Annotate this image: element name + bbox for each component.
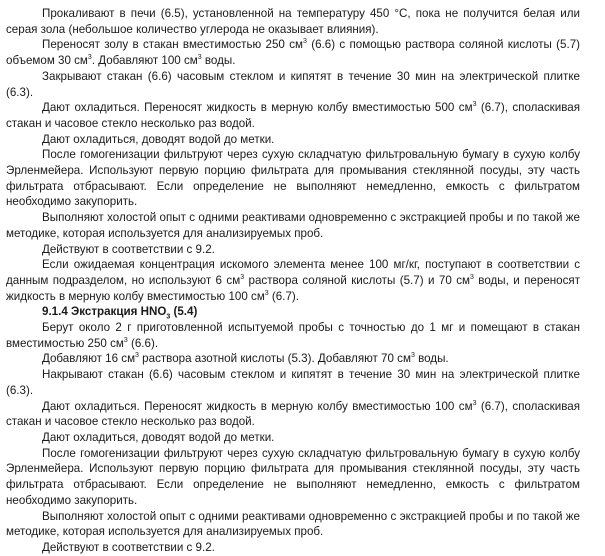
paragraph: Дают охладиться. Переносят жидкость в мерную колбу вместимостью 500 $см^3$ (6.7), споласкивая стакан и часовое стекло несколько раз водой.	[6, 101, 580, 130]
paragraph: Дают охладиться, доводят водой до метки.	[42, 430, 275, 444]
paragraph: Действуют в соответствии с 9.2.	[42, 540, 215, 554]
section-heading: 9.1.4 Экстракция $HNO_3$ (5.4)	[42, 305, 198, 321]
paragraph: Закрывают стакан (6.6) часовым стеклом и кипятят в течение 30 мин на электрической плитке (6.3).	[6, 69, 580, 99]
paragraph: Дают охладиться. Переносят жидкость в мерную колбу вместимостью 100 $см^3$ (6.7), споласкивая стакан и часовое стекло несколько раз водой.	[6, 399, 580, 429]
paragraph: После гомогенизации фильтруют через сухую складчатую фильтровальную бумагу в сухую колбу Эрленмейера. Используют первую порцию фильтрата для промывания стеклянной посуды, эту часть фильтрата отбрасывают. Если определение не выполняют немедленно, емкость с фильтратом необходимо закупорить.	[6, 446, 580, 507]
paragraph: Добавляют 16 $см^3$ раствора азотной кислоты (5.3). Добавляют 70 $см^3$ воды.	[42, 352, 449, 366]
paragraph: Дают охладиться, доводят водой до метки.	[42, 132, 275, 146]
paragraph: После гомогенизации фильтруют через сухую складчатую фильтровальную бумагу в сухую колбу Эрленмейера. Используют первую порцию фильтрата для промывания стеклянной посуды, эту часть фильтрата отбрасывают. Если определение не выполняют немедленно, емкость с фильтратом необходимо закупорить.	[6, 148, 580, 209]
paragraph: Переносят золу в стакан вместимостью 250 $см^3$ (6.6) с помощью раствора соляной кислоты (5.7) объемом 30 $см^3$. Добавляют 100 $см^3$ воды.	[6, 38, 581, 68]
paragraph: Накрывают стакан (6.6) часовым стеклом и кипятят в течение 30 мин на электрической плитке (6.3).	[6, 368, 580, 397]
paragraph: Прокаливают в печи (6.5), установленной на температуру 450 °С, пока не получится белая или серая зола (небольшое количество углерода не оказывает влияния).	[6, 7, 580, 36]
paragraph: Выполняют холостой опыт с одними реактивами одновременно с экстракцией пробы и по такой же методике, которая используется для анализируемых проб.	[6, 509, 580, 539]
paragraph: Если ожидаемая концентрация искомого элемента менее 100 мг/кг, поступают в соответствии с данным подразделом, но используют 6 $см^3$ раствора соляной кислоты (5.7) и 70 $см^3$ воды, и переносят жидкость в мерную колбу вместимостью 100 $см^3$ (6.7).	[6, 258, 581, 303]
paragraph: Берут около 2 г приготовленной испытуемой пробы с точностью до 1 мг и помещают в стакан вместимостью 250 $см^3$ (6.6).	[6, 321, 580, 350]
paragraph: Выполняют холостой опыт с одними реактивами одновременно с экстракцией пробы и по такой же методике, которая используется для анализируемых проб.	[6, 211, 580, 240]
document-body	[6, 0, 580, 556]
paragraph: Действуют в соответствии с 9.2.	[42, 242, 215, 256]
